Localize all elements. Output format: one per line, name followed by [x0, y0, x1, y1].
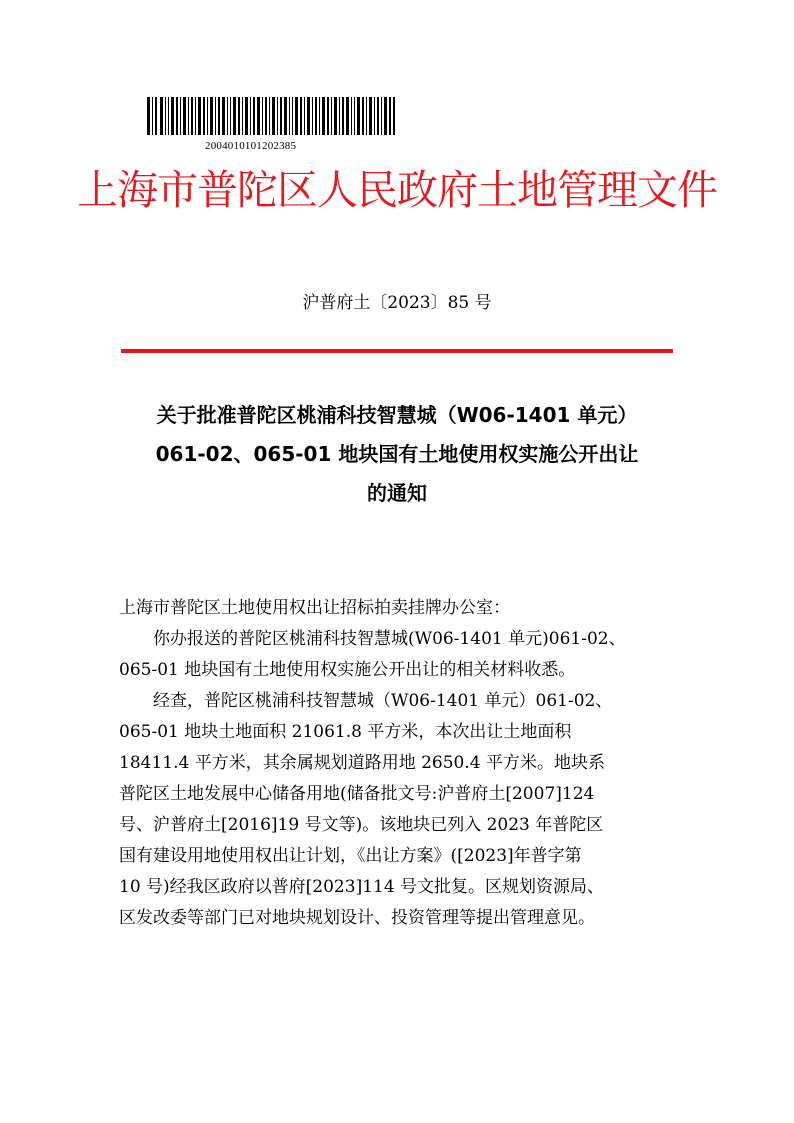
barcode-number: 2004010101202385	[205, 140, 297, 152]
title-line: 的通知	[367, 481, 427, 505]
document-body	[119, 593, 679, 934]
paragraph-line: 普陀区土地发展中心储备用地(储备批文号:沪普府土[2007]124	[119, 784, 595, 804]
paragraph-line: 10 号)经我区政府以普府[2023]114 号文批复。区规划资源局、	[119, 877, 605, 897]
title-line: 关于批准普陀区桃浦科技智慧城（W06-1401 单元）	[156, 403, 638, 427]
paragraph-line: 国有建设用地使用权出让计划，《出让方案》([2023]年普字第	[119, 846, 582, 866]
paragraph-line: 065-01 地块土地面积 21061.8 平方米，本次出让土地面积	[119, 722, 572, 742]
barcode	[147, 97, 395, 135]
document-number: 沪普府土〔2023〕85 号	[302, 293, 492, 313]
paragraph-line: 18411.4 平方米，其余属规划道路用地 2650.4 平方米。地块系	[119, 753, 605, 773]
paragraph-line: 你办报送的普陀区桃浦科技智慧城(W06-1401 单元)061-02、	[153, 629, 626, 649]
title-line: 061-02、065-01 地块国有土地使用权实施公开出让	[155, 442, 639, 466]
document-title	[108, 396, 686, 513]
paragraph-line: 区发改委等部门已对地块规划设计、投资管理等提出管理意见。	[119, 908, 595, 928]
red-divider-line	[121, 349, 673, 353]
paragraph-line: 经查，普陀区桃浦科技智慧城（W06-1401 单元）061-02、	[153, 691, 613, 711]
paragraph-line: 065-01 地块国有土地使用权实施公开出让的相关材料收悉。	[119, 660, 576, 680]
agency-header: 上海市普陀区人民政府土地管理文件	[77, 166, 717, 214]
salutation: 上海市普陀区土地使用权出让招标拍卖挂牌办公室：	[119, 598, 510, 618]
paragraph-line: 号、沪普府土[2016]19 号文等)。该地块已列入 2023 年普陀区	[119, 815, 604, 835]
